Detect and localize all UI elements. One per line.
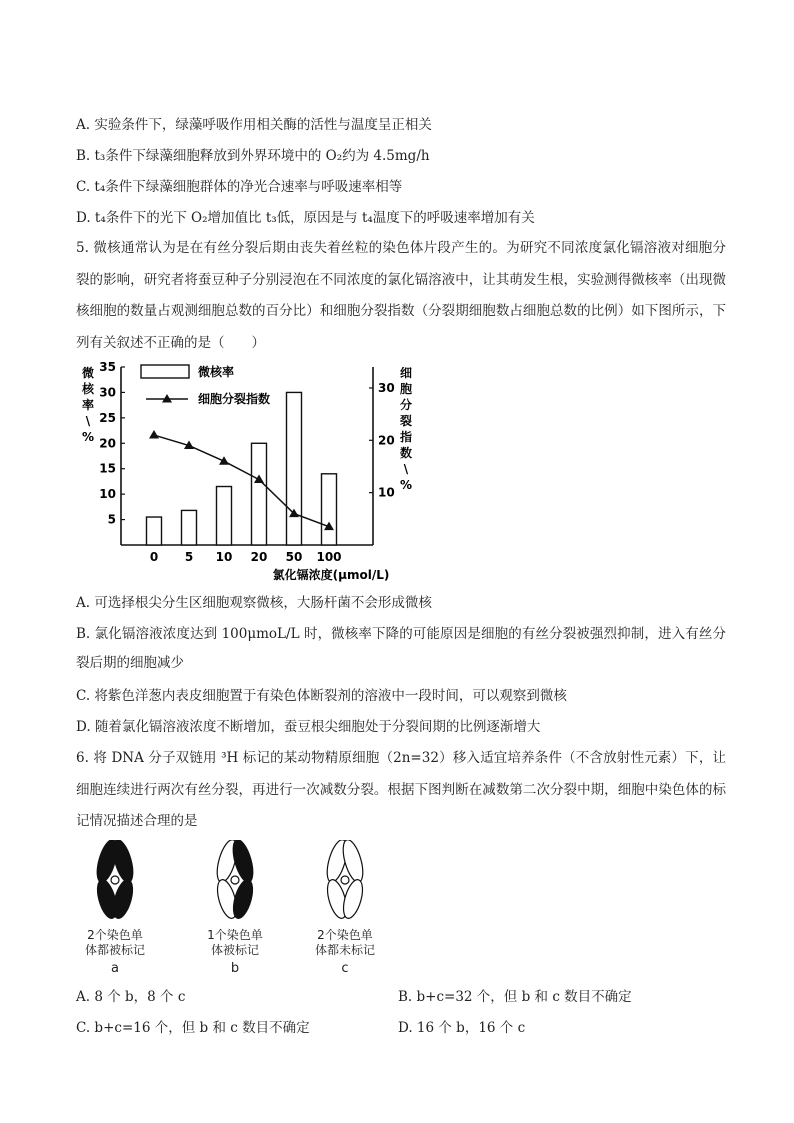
q5-chart	[76, 355, 416, 585]
legend-bar-label: 微核率	[198, 365, 235, 379]
legend-line-label: 细胞分裂指数	[198, 392, 271, 406]
chromosome-a-caption-line1: 2个染色单	[87, 928, 143, 942]
bar-micronucleus-rate	[287, 392, 302, 545]
x-tick-label: 50	[285, 550, 303, 564]
q5-stem: 5. 微核通常认为是在有丝分裂后期由丧失着丝粒的染色体片段产生的。为研究不同浓度氯化镉溶液对细胞分裂的影响，研究者将蚕豆种子分别浸泡在不同浓度的氯化镉溶液中，让其萌发生根，实验测得微核率（出现微核细胞的数量占观测细胞总数的百分比）和细胞分裂指数（分裂期细胞数占细胞总数的比例）如下图所示，下列有关叙述不正确的是（ ）	[76, 240, 726, 351]
x-tick-label: 100	[316, 550, 342, 564]
q6-option-b: B. b+c=32 个，但 b 和 c 数目不确定	[398, 989, 632, 1005]
right-axis-label-char: 数	[399, 446, 413, 460]
division-index-point	[149, 430, 159, 439]
bar-micronucleus-rate	[217, 487, 232, 545]
chromosome-figure-a	[60, 840, 170, 976]
right-axis-label-char: 指	[399, 430, 413, 444]
q5-option-d: D. 随着氯化镉溶液浓度不断增加，蚕豆根尖细胞处于分裂间期的比例逐渐增大	[76, 719, 541, 735]
left-tick-label: 20	[99, 436, 116, 451]
chromosome-b-caption-line1: 1个染色单	[207, 928, 263, 942]
x-tick-label: 10	[215, 550, 233, 564]
q4-option-b: B. t₃条件下绿藻细胞释放到外界环境中的 O₂约为 4.5mg/h	[76, 148, 430, 164]
bar-micronucleus-rate	[252, 443, 267, 545]
x-tick-label: 5	[184, 550, 194, 564]
left-axis-label-char: 微	[81, 366, 95, 380]
right-axis-label-char: 胞	[399, 382, 413, 396]
left-axis-label-char: 核	[81, 382, 95, 396]
q4-option-c: C. t₄条件下绿藻细胞群体的净光合速率与呼吸速率相等	[76, 179, 403, 195]
x-tick-label: 0	[149, 550, 159, 564]
left-tick-label: 15	[99, 461, 116, 476]
left-tick-label: 35	[99, 360, 116, 374]
right-axis-label-char: 分	[399, 398, 413, 412]
q6-option-c: C. b+c=16 个，但 b 和 c 数目不确定	[76, 1020, 310, 1036]
left-axis-label-char: \	[85, 414, 91, 428]
right-axis-label-char: %	[399, 478, 413, 492]
right-tick-label: 30	[378, 380, 395, 395]
chromosome-figure-c	[290, 840, 400, 976]
bar-micronucleus-rate	[322, 474, 337, 545]
legend-bar-swatch	[141, 365, 189, 378]
right-tick-label: 20	[378, 433, 395, 448]
q6-stem: 6. 将 DNA 分子双链用 ³H 标记的某动物精原细胞（2n=32）移入适宜培养条件（不含放射性元素）下，让细胞连续进行两次有丝分裂，再进行一次减数分裂。根据下图判断在减数第二次分裂中期，细胞中染色体的标记情况描述合理的是	[76, 750, 726, 829]
q4-option-a: A. 实验条件下，绿藻呼吸作用相关酶的活性与温度呈正相关	[76, 117, 432, 133]
q6-option-d: D. 16 个 b，16 个 c	[398, 1020, 526, 1036]
chromosome-unlabeled-icon	[320, 840, 370, 920]
q4-option-d: D. t₄条件下的光下 O₂增加值比 t₃低，原因是与 t₄温度下的呼吸速率增加有关	[76, 210, 535, 226]
chromosome-c-caption-line1: 2个染色单	[317, 928, 373, 942]
chromosome-both-labeled-icon	[90, 840, 140, 920]
q5-option-b: B. 氯化镉溶液浓度达到 100μmoL/L 时，微核率下降的可能原因是细胞的有丝分裂被强烈抑制，进入有丝分裂后期的细胞减少	[76, 626, 726, 671]
chromosome-c-caption-line2: 体都未标记	[314, 943, 375, 957]
x-axis-label: 氯化镉浓度(μmol/L)	[272, 568, 390, 582]
left-axis-label-char: 率	[81, 398, 95, 412]
chromosome-figure-b	[180, 840, 290, 976]
chromosome-c-letter: c	[341, 961, 349, 976]
right-axis-label-char: \	[403, 462, 409, 476]
bar-micronucleus-rate	[147, 517, 162, 545]
left-tick-label: 25	[99, 410, 116, 425]
bar-micronucleus-rate	[182, 510, 197, 545]
chromosome-b-letter: b	[230, 961, 240, 976]
chromosome-a-letter: a	[111, 961, 119, 976]
x-tick-label: 20	[250, 550, 268, 564]
left-tick-label: 30	[99, 385, 116, 400]
chromosome-a-caption-line2: 体都被标记	[84, 943, 145, 957]
right-axis-label-char: 细	[399, 366, 413, 380]
chromosome-b-caption-line2: 体被标记	[210, 943, 259, 957]
left-tick-label: 5	[107, 512, 116, 527]
left-tick-label: 10	[99, 487, 116, 502]
division-index-line	[154, 435, 329, 527]
right-tick-label: 10	[378, 485, 395, 500]
q5-option-a: A. 可选择根尖分生区细胞观察微核，大肠杆菌不会形成微核	[76, 595, 432, 611]
left-axis-label-char: %	[81, 430, 95, 444]
chromosome-one-labeled-icon	[210, 840, 260, 920]
q5-option-c: C. 将紫色洋葱内表皮细胞置于有染色体断裂剂的溶液中一段时间，可以观察到微核	[76, 688, 567, 704]
right-axis-label-char: 裂	[399, 414, 413, 428]
q6-option-a: A. 8 个 b，8 个 c	[76, 989, 186, 1005]
